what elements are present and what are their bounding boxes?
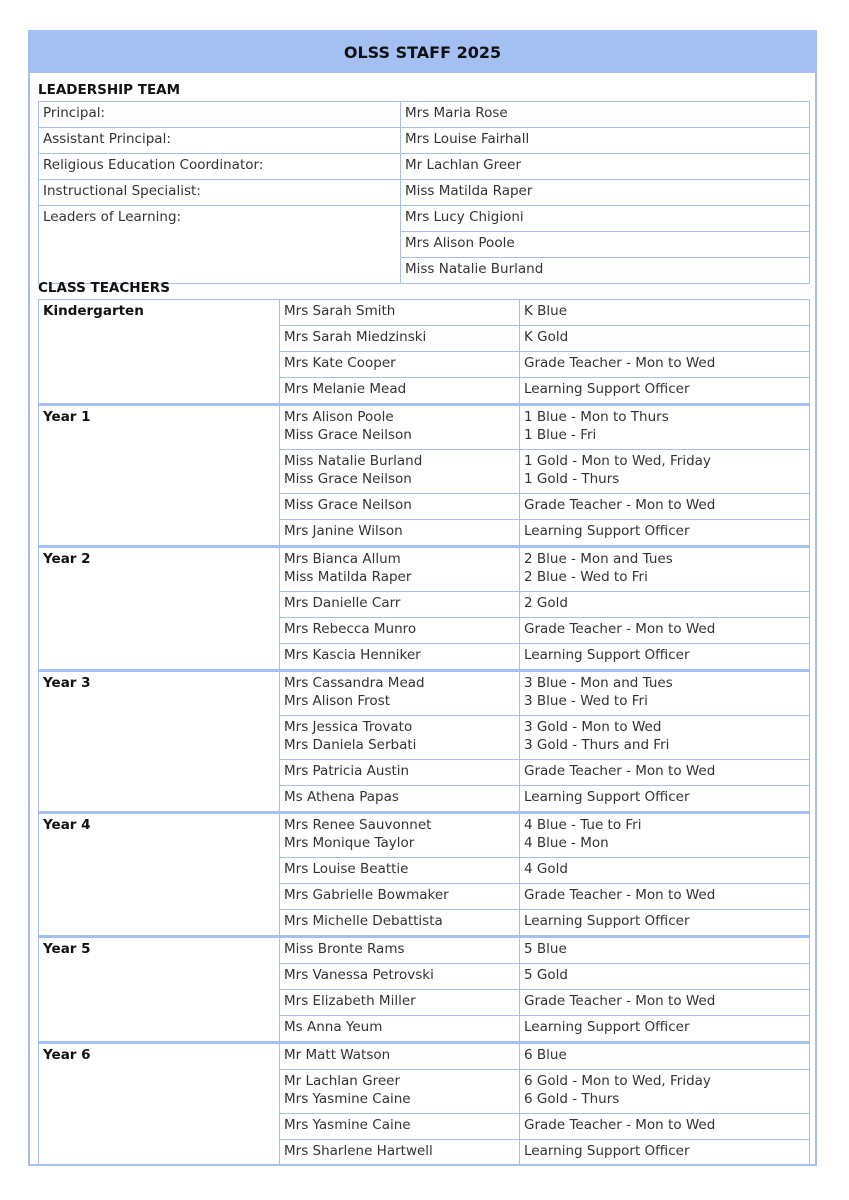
- document-title: OLSS STAFF 2025: [30, 32, 815, 73]
- teacher-name: Mrs Elizabeth Miller: [284, 993, 416, 1009]
- teacher-name: Mrs Sharlene Hartwell: [284, 1143, 433, 1159]
- teacher-role: Learning Support Officer: [524, 1143, 690, 1159]
- teacher-roles: [520, 1114, 810, 1140]
- teacher-role: Grade Teacher - Mon to Wed: [524, 1117, 716, 1133]
- teacher-role: 6 Gold - Thurs: [524, 1091, 620, 1107]
- teacher-roles: [520, 1043, 810, 1070]
- teacher-names: [280, 405, 520, 450]
- teacher-roles: [520, 1016, 810, 1043]
- leadership-name: Mrs Maria Rose: [401, 102, 810, 128]
- teacher-roles: [520, 990, 810, 1016]
- leadership-row: [39, 128, 810, 154]
- teacher-roles: [520, 786, 810, 813]
- teacher-names: [280, 1070, 520, 1114]
- teacher-roles: [520, 964, 810, 990]
- teacher-names: [280, 813, 520, 858]
- teacher-name: Mr Lachlan Greer: [284, 1073, 401, 1089]
- teacher-role: 4 Blue - Mon: [524, 835, 609, 851]
- class-row: [39, 300, 810, 326]
- teacher-names: [280, 618, 520, 644]
- teacher-name: Mrs Gabrielle Bowmaker: [284, 887, 449, 903]
- teacher-name: Mrs Vanessa Petrovski: [284, 967, 434, 983]
- leadership-name: Mrs Alison Poole: [401, 232, 810, 258]
- teacher-role: 6 Blue: [524, 1047, 567, 1063]
- teacher-role: Learning Support Officer: [524, 789, 690, 805]
- teacher-name: Miss Matilda Raper: [284, 569, 412, 585]
- teacher-role: Learning Support Officer: [524, 523, 690, 539]
- teacher-role: 5 Gold: [524, 967, 568, 983]
- teacher-roles: [520, 937, 810, 964]
- teacher-roles: [520, 760, 810, 786]
- teacher-names: [280, 671, 520, 716]
- leadership-row: [39, 154, 810, 180]
- teacher-name: Mrs Danielle Carr: [284, 595, 401, 611]
- teacher-roles: [520, 378, 810, 405]
- teacher-name: Mrs Alison Poole: [284, 409, 394, 425]
- teacher-role: 4 Gold: [524, 861, 568, 877]
- teacher-role: 3 Gold - Thurs and Fri: [524, 737, 670, 753]
- teacher-names: [280, 378, 520, 405]
- teacher-names: [280, 760, 520, 786]
- teacher-role: 2 Blue - Mon and Tues: [524, 551, 673, 567]
- leadership-name: Miss Matilda Raper: [401, 180, 810, 206]
- teacher-names: [280, 1140, 520, 1166]
- leadership-name: Mrs Louise Fairhall: [401, 128, 810, 154]
- leadership-role: Instructional Specialist:: [39, 180, 401, 206]
- leadership-name: Mrs Lucy Chigioni: [401, 206, 810, 232]
- teacher-names: [280, 450, 520, 494]
- teacher-name: Mrs Louise Beattie: [284, 861, 409, 877]
- class-row: [39, 1043, 810, 1070]
- teacher-names: [280, 858, 520, 884]
- teacher-role: 2 Blue - Wed to Fri: [524, 569, 648, 585]
- teacher-role: 5 Blue: [524, 941, 567, 957]
- teacher-name: Mrs Melanie Mead: [284, 381, 407, 397]
- teacher-role: Grade Teacher - Mon to Wed: [524, 763, 716, 779]
- teacher-role: Grade Teacher - Mon to Wed: [524, 355, 716, 371]
- teacher-role: 3 Blue - Wed to Fri: [524, 693, 648, 709]
- teacher-name: Mrs Kate Cooper: [284, 355, 396, 371]
- teacher-names: [280, 937, 520, 964]
- teacher-role: 3 Gold - Mon to Wed: [524, 719, 662, 735]
- leadership-role: Religious Education Coordinator:: [39, 154, 401, 180]
- teacher-name: Mrs Yasmine Caine: [284, 1091, 411, 1107]
- class-row: [39, 405, 810, 450]
- teacher-names: [280, 1016, 520, 1043]
- teacher-names: [280, 352, 520, 378]
- leadership-heading: LEADERSHIP TEAM: [38, 82, 181, 98]
- teacher-roles: [520, 450, 810, 494]
- teacher-names: [280, 786, 520, 813]
- teacher-role: Learning Support Officer: [524, 913, 690, 929]
- class-row: [39, 937, 810, 964]
- teacher-roles: [520, 326, 810, 352]
- teacher-role: Learning Support Officer: [524, 1019, 690, 1035]
- teacher-name: Mrs Sarah Smith: [284, 303, 396, 319]
- teacher-role: 1 Gold - Thurs: [524, 471, 620, 487]
- teacher-roles: [520, 300, 810, 326]
- leadership-row: [39, 206, 810, 232]
- teacher-names: [280, 592, 520, 618]
- teacher-names: [280, 990, 520, 1016]
- teacher-name: Mrs Daniela Serbati: [284, 737, 417, 753]
- class-row: [39, 813, 810, 858]
- teacher-name: Mrs Alison Frost: [284, 693, 391, 709]
- teacher-roles: [520, 1070, 810, 1114]
- leadership-role: Assistant Principal:: [39, 128, 401, 154]
- grade-label: Year 5: [39, 937, 280, 1043]
- teacher-name: Miss Bronte Rams: [284, 941, 405, 957]
- teacher-names: [280, 716, 520, 760]
- teacher-name: Mrs Jessica Trovato: [284, 719, 413, 735]
- class-row: [39, 671, 810, 716]
- teacher-names: [280, 326, 520, 352]
- teacher-names: [280, 910, 520, 937]
- teacher-role: 3 Blue - Mon and Tues: [524, 675, 673, 691]
- teacher-name: Mrs Michelle Debattista: [284, 913, 443, 929]
- teacher-name: Mrs Yasmine Caine: [284, 1117, 411, 1133]
- teacher-names: [280, 494, 520, 520]
- teacher-names: [280, 547, 520, 592]
- teacher-name: Miss Grace Neilson: [284, 471, 412, 487]
- teacher-role: 2 Gold: [524, 595, 568, 611]
- teacher-role: Grade Teacher - Mon to Wed: [524, 887, 716, 903]
- teacher-roles: [520, 644, 810, 671]
- teacher-roles: [520, 813, 810, 858]
- teacher-role: 4 Blue - Tue to Fri: [524, 817, 642, 833]
- leadership-row: [39, 102, 810, 128]
- class-teachers-table: [38, 299, 810, 1166]
- teacher-role: Learning Support Officer: [524, 647, 690, 663]
- leadership-role: Leaders of Learning:: [39, 206, 401, 284]
- teacher-name: Mrs Cassandra Mead: [284, 675, 425, 691]
- teacher-name: Ms Athena Papas: [284, 789, 399, 805]
- teacher-roles: [520, 494, 810, 520]
- teacher-names: [280, 520, 520, 547]
- teacher-names: [280, 644, 520, 671]
- teacher-name: Miss Grace Neilson: [284, 427, 412, 443]
- teacher-role: Grade Teacher - Mon to Wed: [524, 621, 716, 637]
- teacher-role: Grade Teacher - Mon to Wed: [524, 993, 716, 1009]
- grade-label: Year 3: [39, 671, 280, 813]
- teacher-role: 1 Blue - Fri: [524, 427, 597, 443]
- teacher-names: [280, 1114, 520, 1140]
- grade-label: Kindergarten: [39, 300, 280, 405]
- teacher-name: Miss Natalie Burland: [284, 453, 423, 469]
- leadership-name: Mr Lachlan Greer: [401, 154, 810, 180]
- teacher-name: Mrs Patricia Austin: [284, 763, 410, 779]
- leadership-row: [39, 180, 810, 206]
- teacher-roles: [520, 716, 810, 760]
- leadership-name: Miss Natalie Burland: [401, 258, 810, 284]
- teacher-roles: [520, 405, 810, 450]
- teacher-names: [280, 1043, 520, 1070]
- teacher-names: [280, 964, 520, 990]
- class-row: [39, 547, 810, 592]
- teacher-name: Mrs Bianca Allum: [284, 551, 401, 567]
- grade-label: Year 6: [39, 1043, 280, 1166]
- teacher-role: K Blue: [524, 303, 568, 319]
- teacher-name: Mrs Monique Taylor: [284, 835, 415, 851]
- class-teachers-heading: CLASS TEACHERS: [38, 280, 170, 296]
- teacher-names: [280, 300, 520, 326]
- leadership-table: [38, 101, 810, 284]
- teacher-roles: [520, 1140, 810, 1166]
- teacher-name: Mrs Sarah Miedzinski: [284, 329, 427, 345]
- teacher-name: Mr Matt Watson: [284, 1047, 391, 1063]
- teacher-roles: [520, 858, 810, 884]
- teacher-role: 6 Gold - Mon to Wed, Friday: [524, 1073, 711, 1089]
- teacher-role: Grade Teacher - Mon to Wed: [524, 497, 716, 513]
- teacher-roles: [520, 671, 810, 716]
- teacher-name: Mrs Rebecca Munro: [284, 621, 417, 637]
- teacher-name: Ms Anna Yeum: [284, 1019, 383, 1035]
- teacher-roles: [520, 520, 810, 547]
- teacher-name: Mrs Kascia Henniker: [284, 647, 421, 663]
- teacher-names: [280, 884, 520, 910]
- leadership-role: Principal:: [39, 102, 401, 128]
- teacher-role: K Gold: [524, 329, 569, 345]
- teacher-roles: [520, 884, 810, 910]
- teacher-roles: [520, 910, 810, 937]
- teacher-role: 1 Blue - Mon to Thurs: [524, 409, 669, 425]
- teacher-role: Learning Support Officer: [524, 381, 690, 397]
- grade-label: Year 2: [39, 547, 280, 671]
- teacher-roles: [520, 618, 810, 644]
- grade-label: Year 4: [39, 813, 280, 937]
- staff-document: [28, 30, 817, 1166]
- teacher-roles: [520, 352, 810, 378]
- teacher-role: 1 Gold - Mon to Wed, Friday: [524, 453, 711, 469]
- teacher-roles: [520, 547, 810, 592]
- grade-label: Year 1: [39, 405, 280, 547]
- teacher-name: Miss Grace Neilson: [284, 497, 412, 513]
- teacher-name: Mrs Renee Sauvonnet: [284, 817, 432, 833]
- teacher-name: Mrs Janine Wilson: [284, 523, 403, 539]
- teacher-roles: [520, 592, 810, 618]
